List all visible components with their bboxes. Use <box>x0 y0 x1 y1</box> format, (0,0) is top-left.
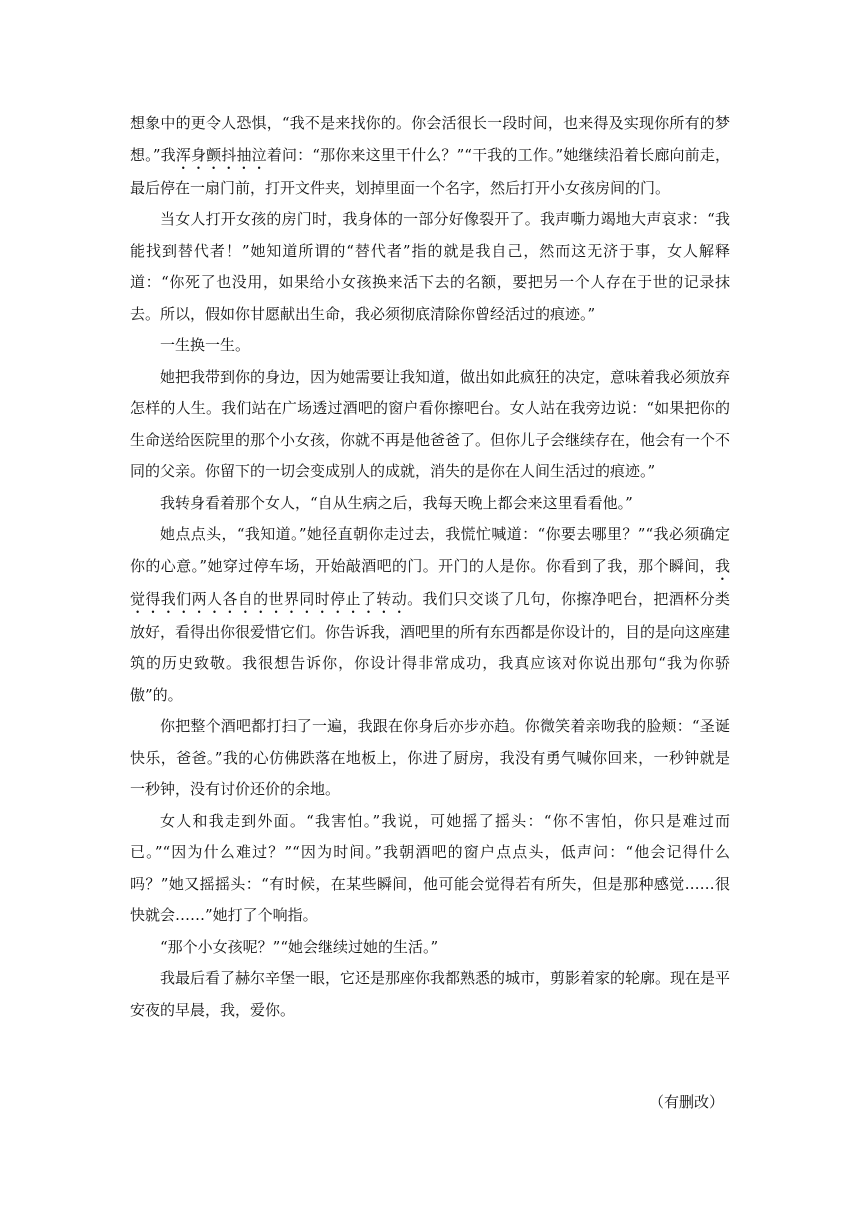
paragraph-6-text-b: 。我们只交谈了几句，你擦净吧台，把酒杯分类放好，看得出你很爱惜它们。你告诉我，酒吧里的所有东西都是你设计的，目的是向这座建筑的历史致敬。我很想告诉你，你设计得非常成功，我真应该对你说出那句“我为你骄傲”的。 <box>130 589 731 704</box>
paragraph-8: 女人和我走到外面。“我害怕。”我说，可她摇了摇头：“你不害怕，你只是难过而已。”“因为什么难过？”“因为时间。”我朝酒吧的窗户点点头，低声问：“他会记得什么吗？”她又摇摇头：“有时候，在某些瞬间，他可能会觉得若有所失，但是那种感觉……很快就会……”她打了个响指。 <box>130 811 730 924</box>
emphasized-phrase-trembling: 浑身颤抖抽泣 <box>175 145 267 164</box>
emphasized-phrase-world-stopped: 我觉得我们两人各自的世界同时停止了转动 <box>130 556 730 608</box>
paragraph-5: 我转身看着那个女人，“自从生病之后，我每天晚上都会来这里看看他。” <box>160 493 633 512</box>
paragraph-6 <box>130 519 730 711</box>
paragraph-1-text-b: 着问：“那你来这里干什么？”“干我的工作。”她继续沿着长廊向前走，最后停在一扇门前，打开文件夹，划掉里面一个名字，然后打开小女孩房间的门。 <box>130 145 730 197</box>
paragraph-7: 你把整个酒吧都打扫了一遍，我跟在你身后亦步亦趋。你微笑着亲吻我的脸颊：“圣诞快乐，爸爸。”我的心仿佛跌落在地板上，你进了厨房，我没有勇气喊你回来，一秒钟就是一秒钟，没有讨价还价的余地。 <box>130 717 730 798</box>
source-note: （有删改） <box>648 1093 724 1111</box>
paragraph-1-text-a: 想象中的更令人恐惧，“我不是来找你的。你会活很长一段时间，也来得及实现你所有的梦想。”我 <box>130 114 730 164</box>
paragraph-6-text-a: 她点点头，“我知道。”她径直朝你走过去，我慌忙喊道：“你要去哪里？”“我必须确定你的心意。”她穿过停车场，开始敲酒吧的门。开门的人是你。你看到了我，那个瞬间， <box>130 525 730 575</box>
paragraph-3: 一生换一生。 <box>160 336 251 354</box>
paragraph-10: 我最后看了赫尔辛堡一眼，它还是那座你我都熟悉的城市，剪影着家的轮廓。现在是平安夜的早晨，我，爱你。 <box>130 969 731 1019</box>
paragraph-9: “那个小女孩呢？”“她会继续过她的生活。” <box>160 937 439 956</box>
paragraph-2: 当女人打开女孩的房门时，我身体的一部分好像裂开了。我声嘶力竭地大声哀求：“我能找到替代者！”她知道所谓的“替代者”指的就是我自己，然而这无济于事，女人解释道：“你死了也没用，如果给小女孩换来活下去的名额，要把另一个人存在于世的记录抹去。所以，假如你甘愿献出生命，我必须彻底清除你曾经活过的痕迹。” <box>130 210 730 323</box>
article-body <box>130 108 730 1026</box>
paragraph-1 <box>130 108 730 204</box>
paragraph-4: 她把我带到你的身边，因为她需要让我知道，做出如此疯狂的决定，意味着我必须放弃怎样的人生。我们站在广场透过酒吧的窗户看你擦吧台。女人站在我旁边说：“如果把你的生命送给医院里的那个小女孩，你就不再是他爸爸了。但你儿子会继续存在，他会有一个不同的父亲。你留下的一切会变成别人的成就，消失的是你在人间生活过的痕迹。” <box>130 367 731 480</box>
